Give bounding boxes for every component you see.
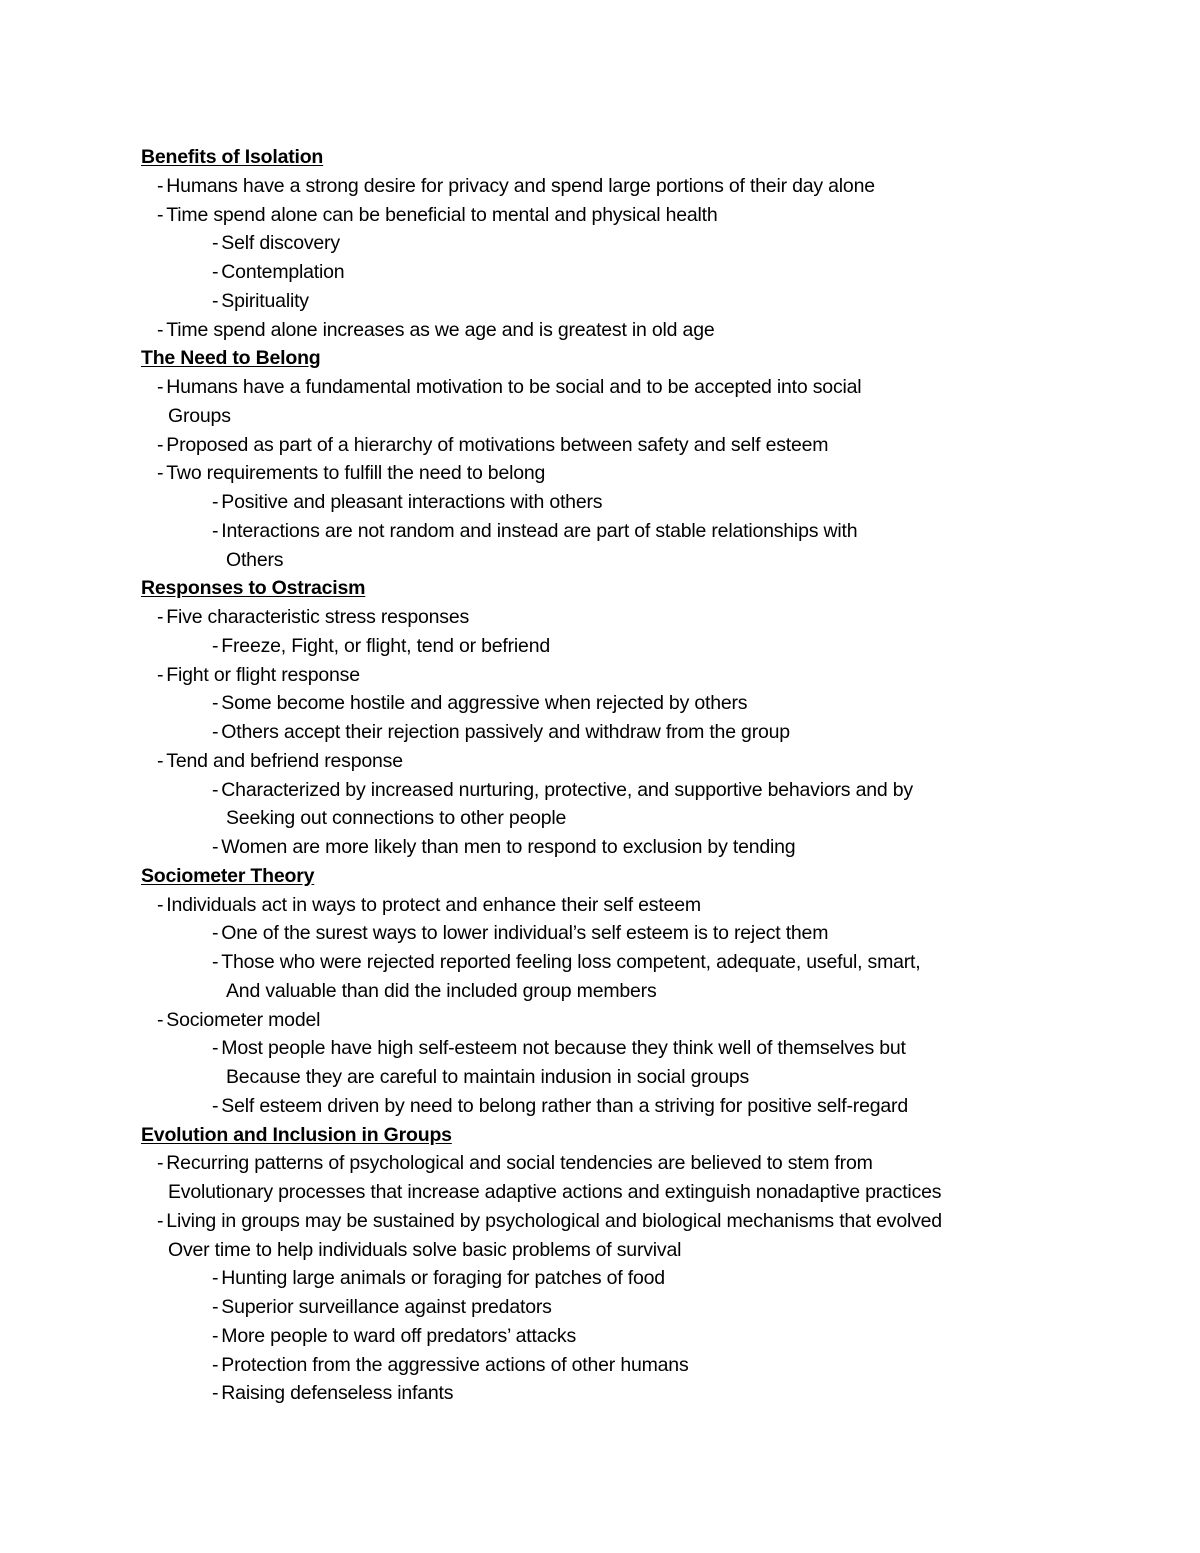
line-text: Two requirements to fulfill the need to belong	[166, 462, 546, 484]
bullet-item	[212, 1295, 552, 1319]
bullet-item	[212, 1381, 453, 1405]
bullet-continuation	[168, 1238, 681, 1262]
line-text: Seeking out connections to other people	[226, 807, 567, 829]
line-text: Time spend alone can be beneficial to mental and physical health	[166, 204, 718, 226]
bullet-dash: -	[157, 1152, 164, 1174]
bullet-dash: -	[212, 635, 219, 657]
line-text: Because they are careful to maintain indusion in social groups	[226, 1066, 750, 1088]
bullet-item	[212, 778, 913, 802]
bullet-dash: -	[157, 319, 164, 341]
line-text: Evolution and Inclusion in Groups	[141, 1124, 452, 1146]
bullet-dash: -	[212, 1037, 219, 1059]
line-text: Contemplation	[221, 261, 345, 283]
bullet-dash: -	[212, 1325, 219, 1347]
line-text: More people to ward off predators’ attacks	[221, 1325, 577, 1347]
bullet-dash: -	[157, 894, 164, 916]
bullet-dash: -	[157, 1210, 164, 1232]
line-text: Recurring patterns of psychological and social tendencies are believed to stem from	[166, 1152, 873, 1174]
section-heading	[141, 576, 365, 600]
bullet-item	[157, 1209, 942, 1233]
bullet-continuation	[226, 979, 657, 1003]
line-text: Self discovery	[221, 232, 340, 254]
bullet-dash: -	[212, 1095, 219, 1117]
bullet-item	[212, 289, 309, 313]
bullet-item	[157, 375, 861, 399]
bullet-dash: -	[212, 290, 219, 312]
bullet-item	[157, 749, 403, 773]
bullet-dash: -	[212, 491, 219, 513]
bullet-dash: -	[212, 779, 219, 801]
bullet-dash: -	[212, 836, 219, 858]
bullet-dash: -	[212, 1296, 219, 1318]
bullet-dash: -	[157, 175, 164, 197]
bullet-continuation	[226, 1065, 749, 1089]
line-text: Hunting large animals or foraging for patches of food	[221, 1267, 665, 1289]
bullet-dash: -	[157, 1009, 164, 1031]
line-text: Sociometer Theory	[141, 865, 315, 887]
line-text: Tend and befriend response	[166, 750, 403, 772]
line-text: Positive and pleasant interactions with others	[221, 491, 603, 513]
bullet-item	[212, 1353, 689, 1377]
bullet-item	[212, 921, 828, 945]
line-text: Humans have a strong desire for privacy and spend large portions of their day alone	[166, 175, 875, 197]
line-text: Sociometer model	[166, 1009, 321, 1031]
line-text: Individuals act in ways to protect and enhance their self esteem	[166, 894, 701, 916]
bullet-continuation	[226, 548, 283, 572]
bullet-item	[212, 519, 857, 543]
bullet-item	[157, 433, 828, 457]
bullet-item	[157, 318, 714, 342]
bullet-dash: -	[212, 922, 219, 944]
bullet-dash: -	[157, 750, 164, 772]
bullet-dash: -	[157, 434, 164, 456]
line-text: Women are more likely than men to respond to exclusion by tending	[221, 836, 796, 858]
bullet-item	[157, 605, 469, 629]
bullet-continuation	[226, 806, 566, 830]
bullet-dash: -	[157, 204, 164, 226]
line-text: Humans have a fundamental motivation to be social and to be accepted into social	[166, 376, 862, 398]
line-text: Raising defenseless infants	[221, 1382, 454, 1404]
bullet-item	[212, 1324, 576, 1348]
bullet-item	[157, 461, 545, 485]
bullet-dash: -	[157, 606, 164, 628]
bullet-item	[212, 1094, 908, 1118]
section-heading	[141, 145, 323, 169]
bullet-item	[212, 1036, 906, 1060]
line-text: Proposed as part of a hierarchy of motivations between safety and self esteem	[166, 434, 829, 456]
bullet-item	[157, 893, 701, 917]
bullet-item	[212, 691, 747, 715]
bullet-continuation	[168, 1180, 941, 1204]
bullet-dash: -	[212, 520, 219, 542]
bullet-item	[212, 231, 340, 255]
bullet-item	[212, 260, 344, 284]
bullet-dash: -	[212, 1267, 219, 1289]
bullet-continuation	[168, 404, 231, 428]
line-text: Characterized by increased nurturing, protective, and supportive behaviors and by	[221, 779, 913, 801]
bullet-item	[212, 1266, 665, 1290]
bullet-item	[157, 663, 360, 687]
bullet-item	[157, 203, 718, 227]
bullet-dash: -	[157, 664, 164, 686]
bullet-item	[157, 174, 875, 198]
bullet-dash: -	[157, 376, 164, 398]
bullet-item	[212, 634, 550, 658]
line-text: One of the surest ways to lower individual’s self esteem is to reject them	[221, 922, 829, 944]
bullet-dash: -	[212, 232, 219, 254]
section-heading	[141, 346, 321, 370]
bullet-item	[157, 1008, 320, 1032]
bullet-item	[157, 1151, 873, 1175]
line-text: Responses to Ostracism	[141, 577, 366, 599]
bullet-dash: -	[212, 951, 219, 973]
line-text: Self esteem driven by need to belong rather than a striving for positive self-regard	[221, 1095, 908, 1117]
line-text: Interactions are not random and instead are part of stable relationships with	[221, 520, 858, 542]
bullet-item	[212, 950, 921, 974]
bullet-item	[212, 490, 602, 514]
line-text: Living in groups may be sustained by psychological and biological mechanisms that evolved	[166, 1210, 942, 1232]
line-text: Protection from the aggressive actions of other humans	[221, 1354, 689, 1376]
section-heading	[141, 864, 314, 888]
bullet-dash: -	[212, 721, 219, 743]
line-text: Fight or flight response	[166, 664, 360, 686]
line-text: Groups	[168, 405, 231, 427]
bullet-item	[212, 835, 795, 859]
line-text: Spirituality	[221, 290, 309, 312]
line-text: Most people have high self-esteem not because they think well of themselves but	[221, 1037, 906, 1059]
section-heading	[141, 1123, 452, 1147]
line-text: The Need to Belong	[141, 347, 321, 369]
bullet-dash: -	[157, 462, 164, 484]
bullet-dash: -	[212, 1354, 219, 1376]
line-text: Some become hostile and aggressive when rejected by others	[221, 692, 748, 714]
line-text: Those who were rejected reported feeling loss competent, adequate, useful, smart,	[221, 951, 921, 973]
line-text: Benefits of Isolation	[141, 146, 324, 168]
line-text: Freeze, Fight, or flight, tend or befriend	[221, 635, 550, 657]
line-text: Others accept their rejection passively and withdraw from the group	[221, 721, 790, 743]
line-text: And valuable than did the included group members	[226, 980, 657, 1002]
bullet-item	[212, 720, 790, 744]
line-text: Superior surveillance against predators	[221, 1296, 552, 1318]
line-text: Time spend alone increases as we age and is greatest in old age	[166, 319, 715, 341]
line-text: Others	[226, 549, 284, 571]
bullet-dash: -	[212, 1382, 219, 1404]
line-text: Five characteristic stress responses	[166, 606, 470, 628]
bullet-dash: -	[212, 692, 219, 714]
line-text: Over time to help individuals solve basic problems of survival	[168, 1239, 682, 1261]
line-text: Evolutionary processes that increase adaptive actions and extinguish nonadaptive practices	[168, 1181, 942, 1203]
bullet-dash: -	[212, 261, 219, 283]
